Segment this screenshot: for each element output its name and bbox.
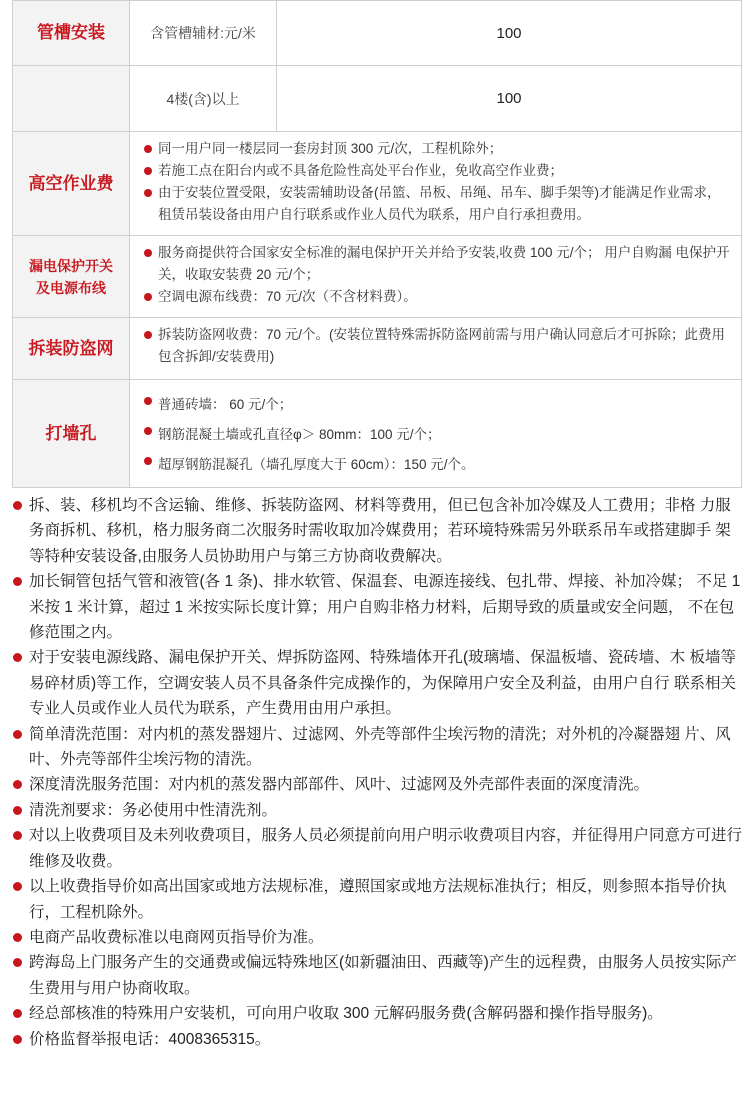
fee-value: 100 [496, 24, 522, 42]
fee-table [12, 0, 742, 488]
row-details [130, 236, 741, 317]
list-item: 若施工点在阳台内或不具备危险性高处平台作业，免收高空作业费； [142, 160, 731, 182]
note-item: 跨海岛上门服务产生的交通费或偏远特殊地区(如新疆油田、西藏等)产生的远程费，由服务人员按实际产生费用与用户协商收取。 [12, 950, 744, 1001]
category-leakage-switch [13, 236, 130, 317]
category-high-altitude: 高空作业费 [13, 132, 130, 235]
fee-value: 100 [496, 90, 522, 107]
note-item: 电商产品收费标准以电商网页指导价为准。 [12, 925, 744, 950]
table-row-high-floor [12, 66, 742, 132]
category-wall-hole: 打墙孔 [13, 380, 130, 487]
note-item: 对于安装电源线路、漏电保护开关、焊拆防盗网、特殊墙体开孔(玻璃墙、保温板墙、瓷砖墙、木 板墙等易碎材质)等工作，空调安装人员不具备条件完成操作的，为保障用户安全及利益，由用户自行 联系相关专业人员或作业人员代为联系，产生费用由用户承担。 [12, 645, 744, 721]
table-row-high-altitude [12, 132, 742, 236]
row-details [130, 132, 741, 235]
fee-label: 含管槽辅材:元/米 [130, 1, 277, 65]
row-details [130, 380, 741, 487]
category-line: 漏电保护开关 [29, 257, 113, 274]
list-item: 钢筋混凝土墙或孔直径φ＞ 80mm：100 元/个； [142, 420, 731, 450]
note-item: 价格监督举报电话：4008365315。 [12, 1027, 744, 1052]
note-item: 对以上收费项目及未列收费项目，服务人员必须提前向用户明示收费项目内容，并征得用户同意方可进行维修及收费。 [12, 823, 744, 874]
note-item: 拆、装、移机均不含运输、维修、拆装防盗网、材料等费用，但已包含补加冷媒及人工费用；非格 力服务商拆机、移机，格力服务商二次服务时需收取加冷媒费用；若环境特殊需另外联系吊车或搭建脚手 架等特种安装设备,由服务人员协助用户与第三方协商收费解决。 [12, 493, 744, 569]
note-item: 经总部核准的特殊用户安装机，可向用户收取 300 元解码服务费(含解码器和操作指导服务)。 [12, 1001, 744, 1026]
category-pipe-slot: 管槽安装 [13, 1, 130, 65]
list-item: 超厚钢筋混凝孔（墙孔厚度大于 60cm）：150 元/个。 [142, 450, 731, 480]
note-item: 以上收费指导价如高出国家或地方法规标准，遵照国家或地方法规标准执行；相反，则参照本指导价执行，工程机除外。 [12, 874, 744, 925]
list-item: 拆装防盗网收费：70 元/个。(安装位置特殊需拆防盗网前需与用户确认同意后才可拆除；此费用包含拆卸/安装费用) [142, 324, 731, 368]
table-row-wall-hole [12, 380, 742, 488]
note-item: 加长铜管包括气管和液管(各 1 条)、排水软管、保温套、电源连接线、包扎带、焊接、补加冷媒； 不足 1 米按 1 米计算，超过 1 米按实际长度计算；用户自购非格力材料，后期导致的质量或安全问题， 不在包修范围之内。 [12, 569, 744, 645]
note-item: 深度清洗服务范围：对内机的蒸发器内部部件、风叶、过滤网及外壳部件表面的深度清洗。 [12, 772, 744, 797]
fee-pair [130, 66, 741, 131]
list-item: 服务商提供符合国家安全标准的漏电保护开关并给予安装,收费 100 元/个； 用户自购漏 电保护开关，收取安装费 20 元/个； [142, 242, 731, 286]
table-row-anti-theft-net [12, 318, 742, 380]
table-row-pipe-slot [12, 0, 742, 66]
list-item: 由于安装位置受限，安装需辅助设备(吊篮、吊板、吊绳、吊车、脚手架等)才能满足作业需求，租赁吊装设备由用户自行联系或作业人员代为联系，用户自行承担费用。 [142, 182, 731, 226]
list-item: 空调电源布线费：70 元/次（不含材料费）。 [142, 286, 731, 308]
category-anti-theft-net: 拆装防盗网 [13, 318, 130, 379]
list-item: 普通砖墙： 60 元/个； [142, 390, 731, 420]
note-item: 清洗剂要求：务必使用中性清洗剂。 [12, 798, 744, 823]
table-row-leakage-switch [12, 236, 742, 318]
fee-label: 4楼(含)以上 [130, 66, 277, 131]
row-details [130, 318, 741, 379]
list-item: 同一用户同一楼层同一套房封顶 300 元/次，工程机除外； [142, 138, 731, 160]
notes-list [12, 493, 744, 1052]
note-item: 简单清洗范围：对内机的蒸发器翅片、过滤网、外壳等部件尘埃污物的清洗；对外机的冷凝器翅 片、风叶、外壳等部件尘埃污物的清洗。 [12, 722, 744, 773]
category-line: 及电源布线 [36, 279, 106, 296]
fee-pair [130, 1, 741, 65]
category-empty [13, 66, 130, 131]
